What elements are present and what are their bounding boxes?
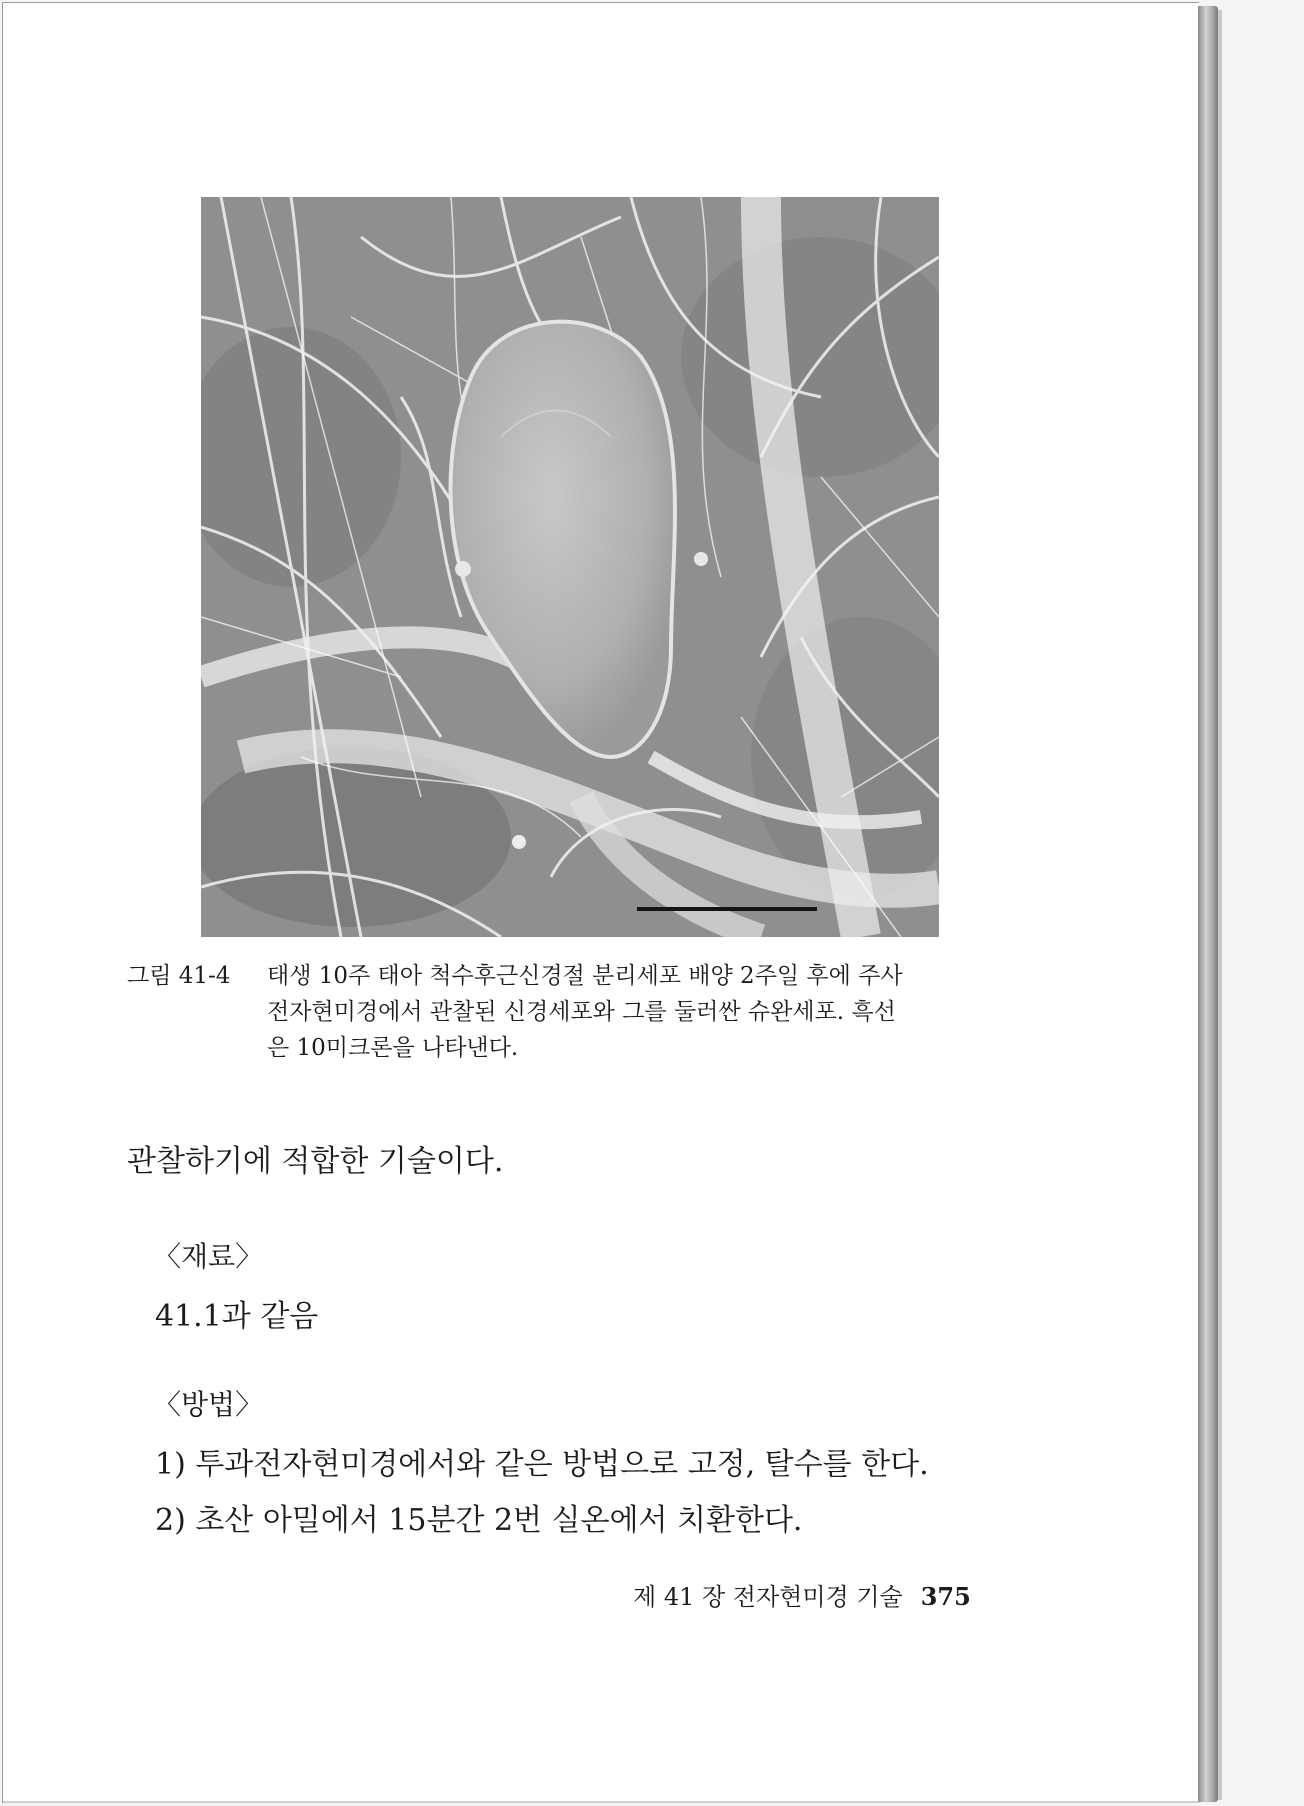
method-step: 1) 투과전자현미경에서와 같은 방법으로 고정, 탈수를 한다. [155, 1447, 929, 1482]
chapter-title: 제 41 장 전자현미경 기술 [633, 1583, 903, 1611]
materials-heading: 〈재료〉 [153, 1240, 264, 1273]
lead-paragraph: 관찰하기에 적합한 기술이다. [127, 1144, 504, 1179]
caption-line: 태생 10주 태아 척수후근신경절 분리세포 배양 2주일 후에 주사 [267, 963, 903, 989]
book-page [2, 2, 1199, 1803]
caption-line: 은 10미크론을 나타낸다. [267, 1035, 519, 1061]
caption-line: 전자현미경에서 관찰된 신경세포와 그를 둘러싼 슈완세포. 흑선 [267, 999, 896, 1025]
materials-text: 41.1과 같음 [155, 1299, 319, 1334]
micrograph-image [201, 197, 939, 937]
figure-caption-text [267, 958, 1147, 1066]
page-shadow [1218, 10, 1222, 1800]
page-number: 375 [920, 1582, 971, 1611]
running-footer [633, 1577, 971, 1612]
method-step: 2) 초산 아밀에서 15분간 2번 실온에서 치환한다. [155, 1503, 803, 1538]
figure-label: 그림 41-4 [127, 963, 231, 989]
sem-micrograph [201, 197, 939, 937]
book-spine-edge [1198, 6, 1218, 1802]
method-heading: 〈방법〉 [153, 1388, 264, 1421]
